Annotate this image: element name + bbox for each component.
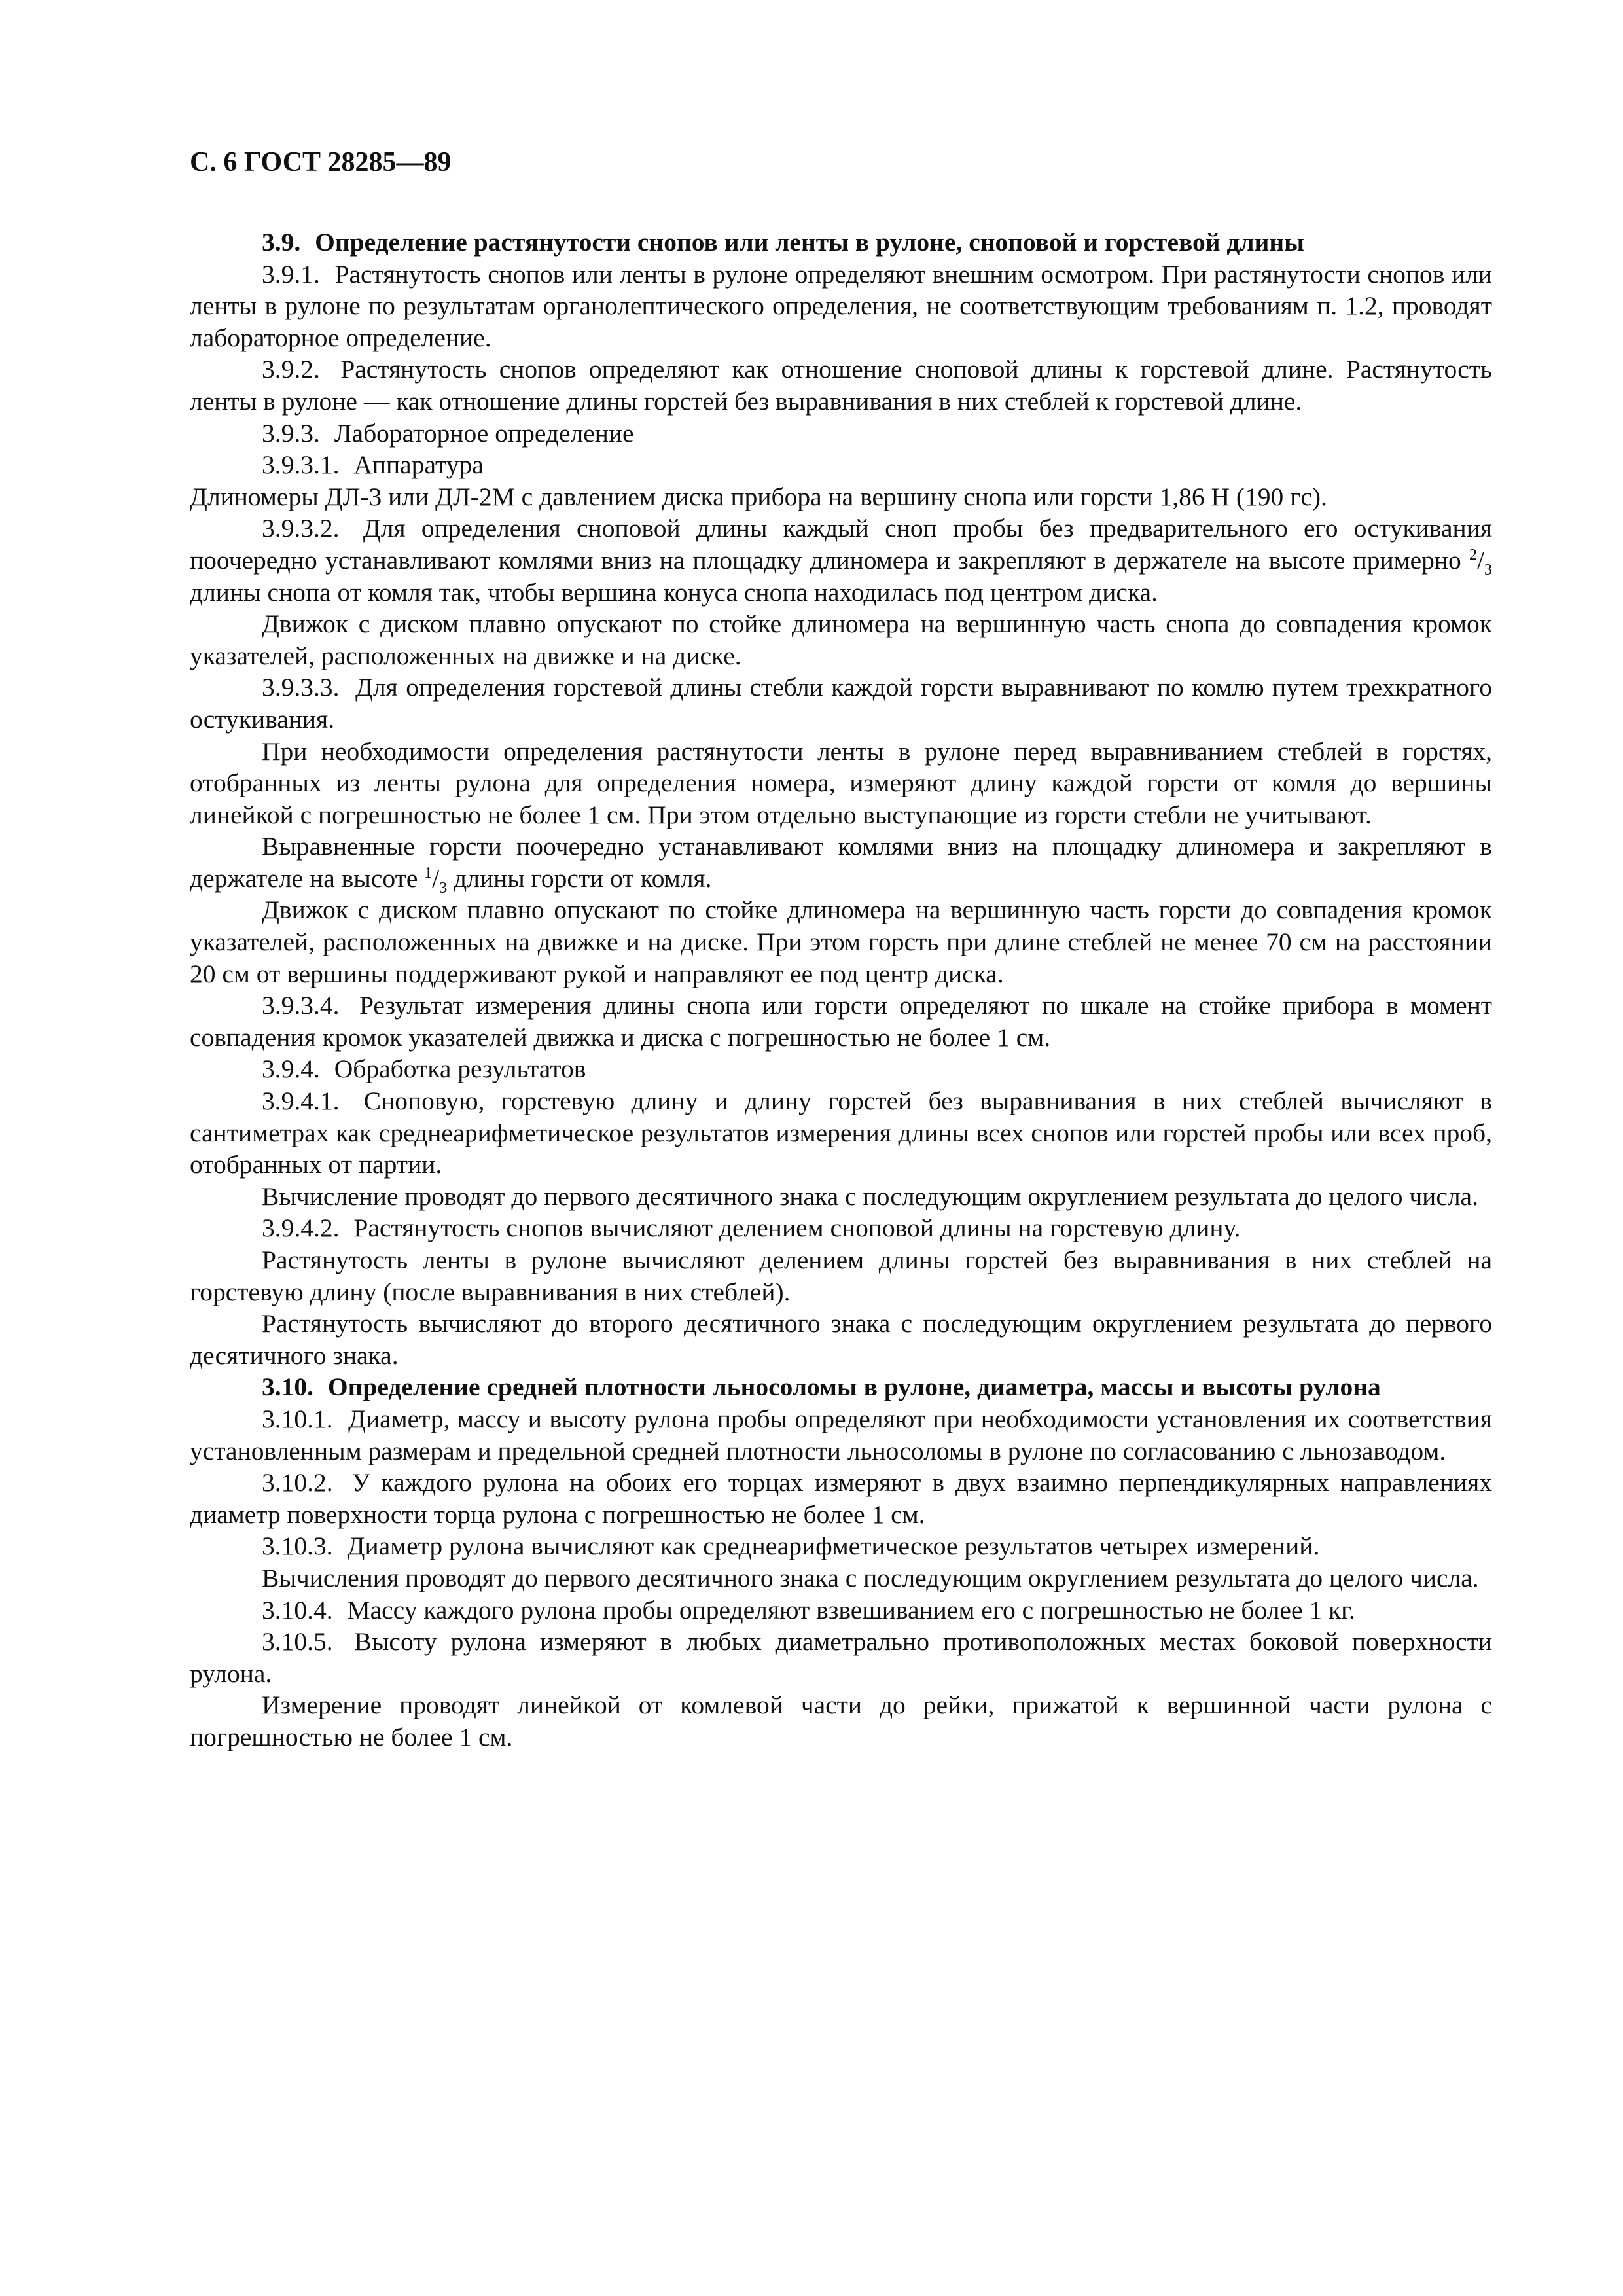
clause-number: 3.9.3. xyxy=(262,418,320,448)
section-number: 3.9. xyxy=(262,228,301,257)
clause-text: Массу каждого рулона пробы определяют взвешиванием его с погрешностью не более 1 кг. xyxy=(347,1595,1355,1624)
paragraph-3-10-1 xyxy=(190,1403,1492,1467)
clause-text: Результат измерения длины снопа или горсти определяют по шкале на стойке прибора в момент совпадения кромок указателей движка и диска с погрешностью не более 1 см. xyxy=(190,991,1493,1052)
clause-number: 3.9.3.1. xyxy=(262,450,340,480)
section-number: 3.10. xyxy=(262,1372,313,1402)
paragraph-3-9-3-3 xyxy=(190,672,1492,735)
clause-number: 3.9.4.2. xyxy=(262,1213,340,1243)
clause-number: 3.9.3.3. xyxy=(262,673,340,702)
paragraph-apparatus: Длиномеры ДЛ-3 или ДЛ-2М с давлением диска прибора на вершину снопа или горсти 1,86 Н (190 гс). xyxy=(190,482,1327,511)
clause-text: Растянутость снопов вычисляют делением сноповой длины на горстевую длину. xyxy=(353,1213,1241,1243)
fraction xyxy=(424,863,448,897)
clause-text: Лабораторное определение xyxy=(334,418,634,448)
paragraph-3-10-2 xyxy=(190,1467,1492,1530)
clause-number: 3.9.4. xyxy=(262,1054,320,1084)
paragraph-tape-stretch: При необходимости определения растянутости ленты в рулоне перед выравниванием стеблей в горстях, отобранных из ленты рулона для определения номера, измеряют длину каждой горсти от комля до вершины линейкой с погрешностью не более 1 см. При этом отдельно выступающие из горсти стебли не учитывают. xyxy=(190,736,1492,829)
clause-text: Обработка результатов xyxy=(334,1054,586,1084)
clause-text: Диаметр, массу и высоту рулона пробы определяют при необходимости установления их соответствия установленным размерам и предельной средней плотности льносоломы в рулоне по согласованию с льнозаводом. xyxy=(190,1404,1492,1465)
clause-text: Аппаратура xyxy=(353,450,484,480)
clause-text: Выравненные горсти поочередно устанавливают комлями вниз на площадку длиномера и закрепляют в держателе на высоте xyxy=(190,832,1492,893)
paragraph-slider-snop: Движок с диском плавно опускают по стойке длиномера на вершинную часть снопа до совпадения кромок указателей, расположенных на движке и на диске. xyxy=(190,609,1492,670)
clause-number: 3.10.3. xyxy=(262,1532,333,1561)
page-header: С. 6 ГОСТ 28285—89 xyxy=(190,147,452,177)
fraction-denominator: 3 xyxy=(1484,561,1493,579)
clause-number: 3.9.3.2. xyxy=(262,514,340,543)
clause-number: 3.9.2. xyxy=(262,355,320,384)
clause-text: Диаметр рулона вычисляют как среднеарифметическое результатов четырех измерений. xyxy=(347,1532,1320,1561)
paragraph-calculation-3: Вычисления проводят до первого десятичного знака с последующим округлением результата до целого числа. xyxy=(262,1563,1479,1592)
paragraph-3-9-3-4 xyxy=(190,990,1492,1053)
paragraph-calculation-1: Вычисление проводят до первого десятичного знака с последующим округлением результата до целого числа. xyxy=(262,1181,1478,1211)
paragraph-slider-handful: Движок с диском плавно опускают по стойке длиномера на вершинную часть горсти до совпадения кромок указателей, расположенных на движке и на диске. При этом горсть при длине стеблей не менее 70 см на расстоянии 20 см от вершины поддерживают рукой и направляют ее под центр диска. xyxy=(190,895,1492,988)
paragraph-3-9-3-1 xyxy=(190,449,1492,481)
clause-number: 3.9.1. xyxy=(262,259,320,289)
clause-text: Высоту рулона измеряют в любых диаметрально противоположных местах боковой поверхности рулона. xyxy=(190,1627,1493,1688)
fraction-slash: / xyxy=(1477,545,1485,575)
paragraph-aligned-handfuls xyxy=(190,831,1492,897)
paragraph-3-10-5 xyxy=(190,1626,1492,1689)
section-title: Определение средней плотности льносоломы в рулоне, диаметра, массы и высоты рулона xyxy=(327,1372,1381,1402)
section-heading-3-10 xyxy=(190,1371,1492,1403)
paragraph-3-9-4-2 xyxy=(190,1212,1492,1244)
paragraph-3-9-1 xyxy=(190,259,1492,354)
clause-text: Растянутость снопов или ленты в рулоне определяют внешним осмотром. При растянутости снопов или ленты в рулоне по результатам органолептического определения, не соответствующим требованиям п. 1.2, проводят лабораторное определение. xyxy=(190,259,1493,352)
clause-text: длины снопа от комля так, чтобы вершина конуса снопа находилась под центром диска. xyxy=(190,577,1158,607)
section-heading-3-9 xyxy=(190,226,1492,259)
paragraph-3-10-3 xyxy=(190,1530,1492,1562)
fraction-slash: / xyxy=(432,863,440,893)
clause-text: Растянутость снопов определяют как отношение сноповой длины к горстевой длине. Растянутость ленты в рулоне — как отношение длины горстей без выравнивания в них стеблей к горстевой длине. xyxy=(190,355,1493,416)
fraction xyxy=(1469,545,1493,579)
clause-number: 3.9.4.1. xyxy=(262,1086,340,1116)
clause-text: Для определения сноповой длины каждый сноп пробы без предварительного его остукивания поочередно устанавливают комлями вниз на площадку длиномера и закрепляют в держателе на высоте примерно xyxy=(190,514,1492,575)
paragraph-measurement: Измерение проводят линейкой от комлевой части до рейки, прижатой к вершинной части рулона с погрешностью не более 1 см. xyxy=(190,1691,1492,1751)
paragraph-3-9-4 xyxy=(190,1053,1492,1085)
clause-text: Сноповую, горстевую длину и длину горстей без выравнивания в них стеблей вычисляют в сантиметрах как среднеарифметическое результатов измерения длины всех снопов или горстей пробы или всех проб, отобранных от партии. xyxy=(190,1086,1492,1179)
clause-text: длины горсти от комля. xyxy=(454,863,712,893)
fraction-numerator: 1 xyxy=(424,864,433,882)
section-title: Определение растянутости снопов или ленты в рулоне, сноповой и горстевой длины xyxy=(315,228,1304,257)
paragraph-3-9-4-1 xyxy=(190,1085,1492,1181)
clause-number: 3.10.4. xyxy=(262,1595,333,1624)
clause-number: 3.10.5. xyxy=(262,1627,333,1657)
clause-number: 3.10.2. xyxy=(262,1468,333,1498)
fraction-numerator: 2 xyxy=(1469,546,1478,564)
paragraph-3-9-2 xyxy=(190,353,1492,417)
clause-text: Для определения горстевой длины стебли каждой горсти выравнивают по комлю путем трехкратного остукивания. xyxy=(190,673,1492,734)
paragraph-3-10-4 xyxy=(190,1594,1492,1626)
fraction-denominator: 3 xyxy=(439,879,448,897)
clause-text: У каждого рулона на обоих его торцах измеряют в двух взаимно перпендикулярных направлениях диаметр поверхности торца рулона с погрешностью не более 1 см. xyxy=(190,1468,1493,1529)
paragraph-3-9-3-2 xyxy=(190,512,1492,608)
clause-number: 3.9.3.4. xyxy=(262,991,340,1020)
document-page xyxy=(190,145,1492,1753)
clause-number: 3.10.1. xyxy=(262,1404,333,1433)
paragraph-tape-calc: Растянутость ленты в рулоне вычисляют делением длины горстей без выравнивания в них стеблей на горстевую длину (после выравнивания в них стеблей). xyxy=(190,1246,1492,1306)
paragraph-calculation-2: Растянутость вычисляют до второго десятичного знака с последующим округлением результата до первого десятичного знака. xyxy=(190,1309,1492,1370)
paragraph-3-9-3 xyxy=(190,418,1492,450)
